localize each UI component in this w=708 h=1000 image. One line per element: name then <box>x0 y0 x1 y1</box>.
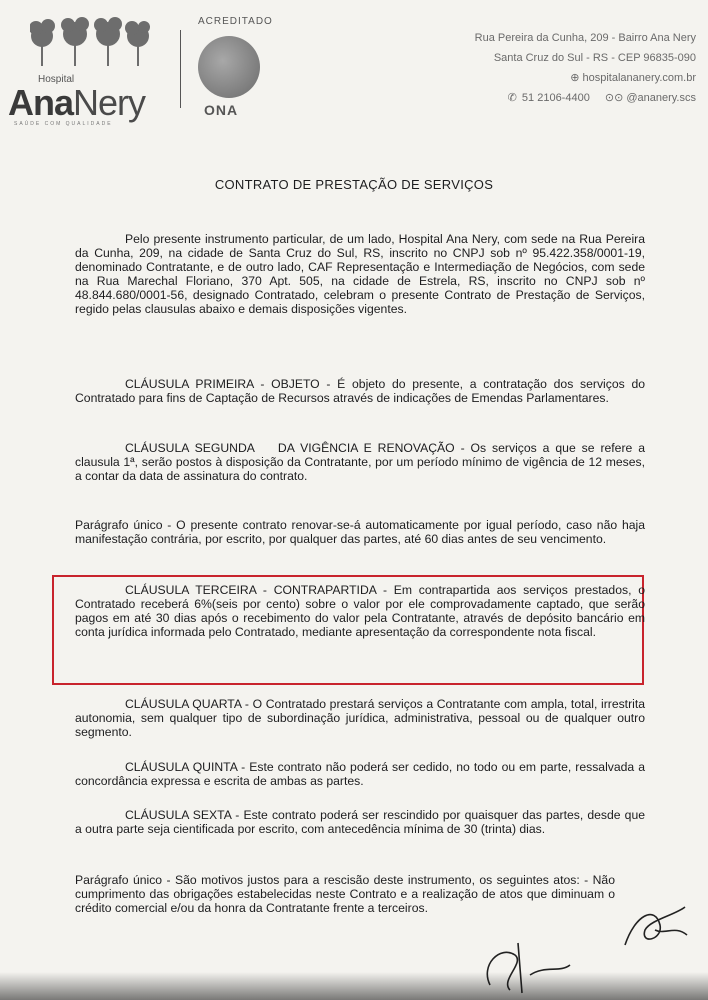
clause-heading: CLÁUSULA QUARTA <box>125 697 242 711</box>
clause-quarta <box>75 697 645 739</box>
clause-heading: CLÁUSULA PRIMEIRA - OBJETO <box>125 377 320 391</box>
clause-text: - O Contratado prestará serviços a Contratante com ampla, total, irrestrita autonomia, sem qualquer tipo de subordinação jurídica, administrativa, pessoal ou de qualquer outro segmento. <box>75 697 646 739</box>
address-line-2: Santa Cruz do Sul - RS - CEP 96835-090 <box>493 52 696 64</box>
social-text: @ananery.scs <box>626 92 696 104</box>
clause-quinta <box>75 760 645 788</box>
signature-mark-2 <box>615 895 695 955</box>
clause-segunda <box>75 441 645 483</box>
phone-text: 51 2106-4400 <box>521 92 590 104</box>
clause-text: Parágrafo único - São motivos justos para a rescisão deste instrumento, os seguintes atos: - Não cumprimento das obrigações estabelecidas neste Contrato e a realização de atos que diminuam o crédito comercial e/ou da honra da Contratante frente a terceiros. <box>75 873 615 915</box>
clause-text: - Este contrato não poderá ser cedido, no todo ou em parte, ressalvada a concordância expressa e escrita de ambas as partes. <box>75 760 645 788</box>
contact-block <box>396 28 696 108</box>
phone-social-row <box>396 88 696 108</box>
hospital-logo <box>8 8 168 127</box>
clause-text: - É objeto do presente, a contratação dos serviços do Contratado para fins de Captação de Recursos através de indicações de Emendas Parlamentares. <box>75 377 645 405</box>
document-title: CONTRATO DE PRESTAÇÃO DE SERVIÇOS <box>214 177 494 192</box>
clause-primeira <box>75 377 645 405</box>
paragrafo-unico-renovacao <box>75 518 645 546</box>
trees-logo-icon <box>30 14 150 74</box>
clause-text: - Os serviços a que se refere a clausula 1ª, serão postos à disposição da Contratante, por um período mínimo de vigência de 12 meses, a contar da data de assinatura do contrato. <box>75 441 645 483</box>
seal-globe-icon <box>198 36 260 98</box>
intro-paragraph <box>75 232 645 316</box>
bottom-shadow <box>0 972 708 1000</box>
social-icon: ⊙⊙ <box>604 92 624 104</box>
clause-heading: CLÁUSULA SEXTA <box>125 808 232 822</box>
intro-text: Pelo presente instrumento particular, de um lado, Hospital Ana Nery, com sede na Rua Pereira da Cunha, 209, na cidade de Santa Cruz do Sul, RS, inscrito no CNPJ sob nº 95.422.358/0001-19, denominado Contratante, e de outro lado, CAF Representação e Intermediação de Negócios, com sede na Rua Marechal Floriano, 370 Apt. 505, na cidade de Estrela, RS, inscrito no CNPJ sob nº 48.844.680/0001-56, designado Contratado, celebram o presente Contrato de Prestação de Serviços, regido pelas clausulas abaixo e demais disposições vigentes. <box>75 232 645 316</box>
logo-name-part1: Ana <box>8 82 74 123</box>
address-line-1: Rua Pereira da Cunha, 209 - Bairro Ana Nery <box>474 32 696 44</box>
seal-brand: ONA <box>204 102 239 118</box>
clause-terceira <box>75 583 645 639</box>
logo-name-part2: Nery <box>73 82 146 123</box>
website-row <box>396 68 696 88</box>
clause-heading: CLÁUSULA QUINTA <box>125 760 238 774</box>
phone-icon: ✆ <box>507 92 517 104</box>
ona-accreditation-seal <box>190 14 273 118</box>
header-divider <box>180 30 181 108</box>
clause-text: - Em contrapartida aos serviços prestados, o Contratado receberá 6%(seis por cento) sobre o valor por ele comprovadamente captado, que serão pagos em até 30 dias após o recebimento do valor pela Contratante, através de depósito bancário em conta jurídica informada pelo Contratado, mediante apresentação da correspondente nota fiscal. <box>75 583 645 639</box>
clause-text: - Este contrato poderá ser rescindido por quaisquer das partes, desde que a outra parte seja cientificada por escrito, com antecedência mínima de 30 (trinta) dias. <box>75 808 645 836</box>
seal-arc-text: ACREDITADO <box>198 16 273 27</box>
website-text: hospitalananery.com.br <box>582 72 696 84</box>
clause-text: Parágrafo único - O presente contrato renovar-se-á automaticamente por igual período, caso não haja manifestação contrária, por escrito, por qualquer das partes, até 60 dias antes de seu vencimento. <box>75 518 645 546</box>
logo-hospital-name <box>8 82 145 124</box>
paragrafo-unico-rescisao <box>75 873 615 915</box>
globe-icon: ⊕ <box>570 72 580 84</box>
logo-tagline: SAÚDE COM QUALIDADE <box>14 121 113 127</box>
clause-heading: CLÁUSULA SEGUNDA DA VIGÊNCIA E RENOVAÇÃO <box>125 441 455 455</box>
clause-sexta <box>75 808 645 836</box>
clause-heading: CLÁUSULA TERCEIRA - CONTRAPARTIDA <box>125 583 377 597</box>
logo-hospital-label: Hospital <box>38 74 75 85</box>
